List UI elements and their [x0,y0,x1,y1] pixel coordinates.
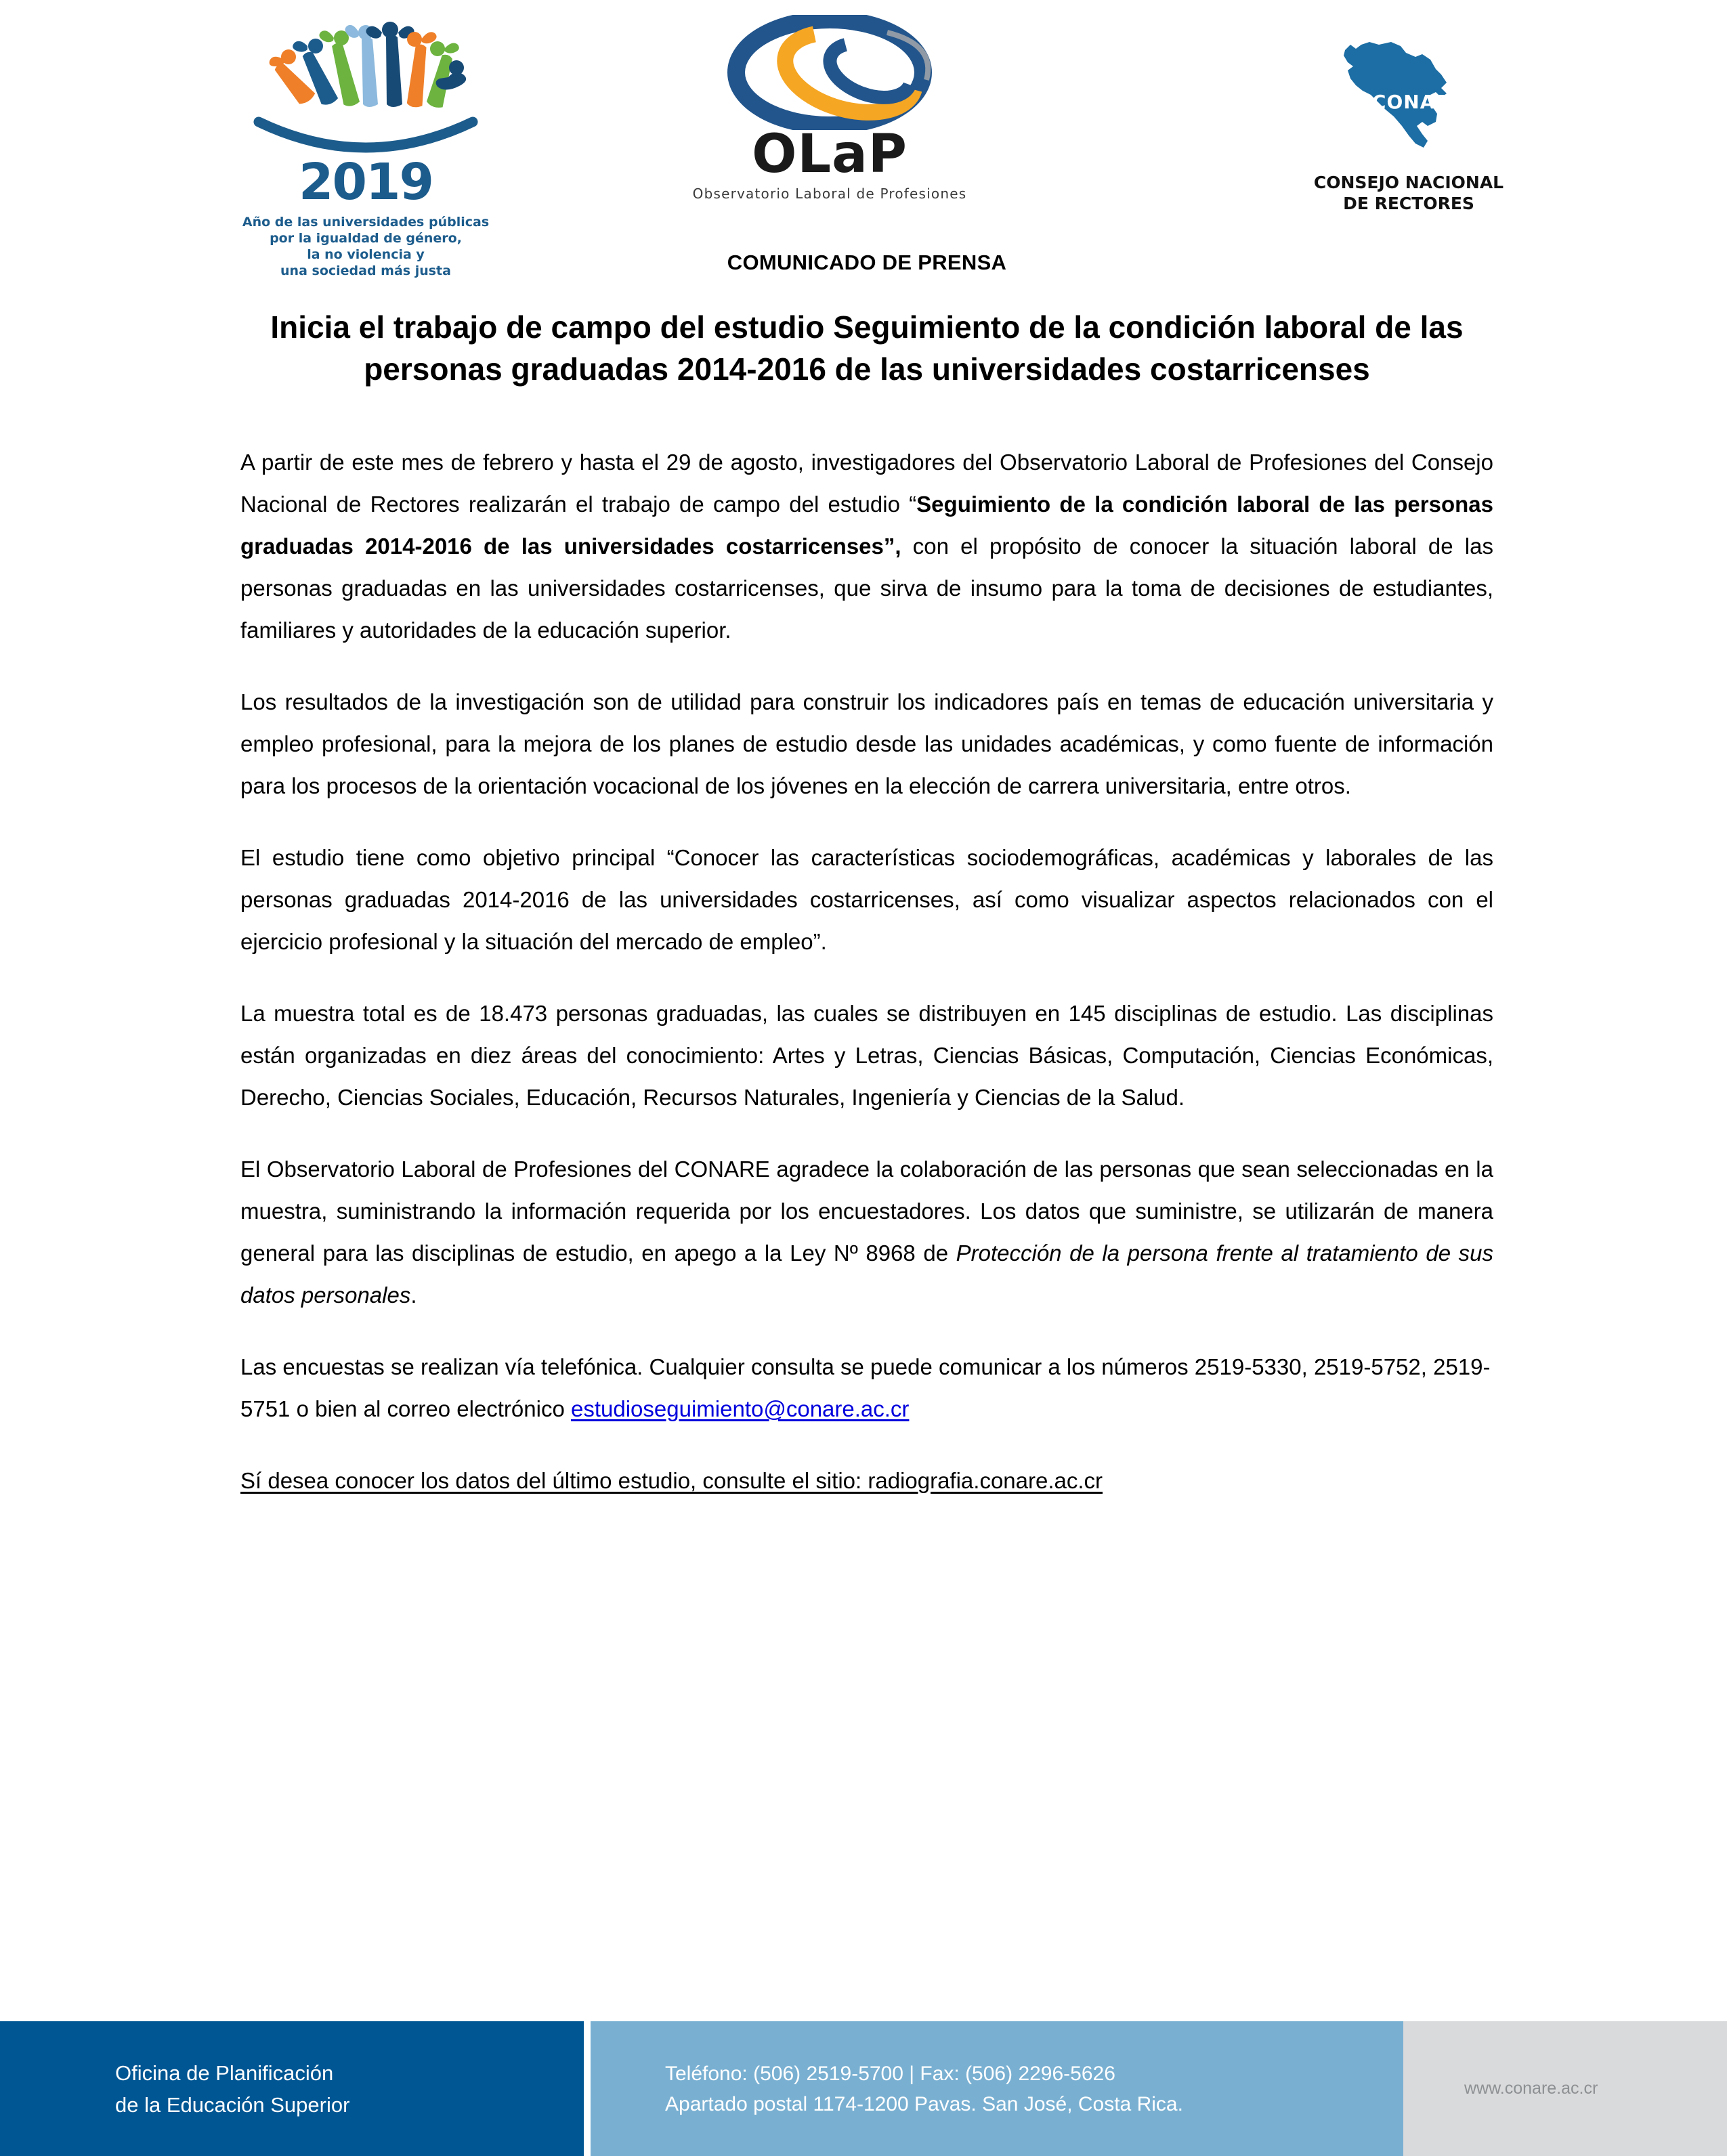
conare-full-name [1287,172,1531,214]
olap-logo [684,15,975,238]
footer-office-line-1: Oficina de Planificación [115,2061,334,2085]
page-title: Inicia el trabajo de campo del estudio Seguimiento de la condición laboral de las personas graduadas 2014-2016 de las universidades costarricenses [270,309,1464,387]
paragraph-5 [240,1148,1493,1316]
paragraph-1-part-2: con el propósito de conocer la situación laboral de las personas graduadas en las universidades costarricenses, que sirva de insumo para la toma de decisiones de estudiantes, familiares y autoridades de la educación superior. [240,534,1493,643]
conare-name-line-1: CONSEJO NACIONAL [1313,173,1504,192]
page-footer [0,2021,1727,2156]
costa-rica-map-icon [1287,15,1531,171]
tagline-line-3: la no violencia y [307,247,425,262]
footer-divider [584,2021,591,2156]
olap-swirl-icon [684,15,975,130]
footer-office-line-2: de la Educación Superior [115,2092,350,2117]
document-body [240,251,1493,1502]
ano-universidades-publicas-2019-logo [223,15,508,278]
website-reference-line: Sí desea conocer los datos del último estudio, consulte el sitio: radiografia.conare.ac.cr [240,1468,1103,1493]
footer-website[interactable]: www.conare.ac.cr [1464,2079,1598,2098]
footer-contact-line-1: Teléfono: (506) 2519-5700 | Fax: (506) 2296-5626 [665,2062,1115,2085]
paragraph-6-part-1: Las encuestas se realizan vía telefónica. Cualquier consulta se puede comunicar a los números 2519-5330, 2519-5752, 2519-5751 o bien al correo electrónico [240,1354,1491,1421]
paragraph-1 [240,441,1493,651]
people-figures-icon [264,15,467,116]
footer-website-panel [1403,2021,1727,2156]
olap-wordmark: OLaP [752,124,908,185]
tagline-line-2: por la igualdad de género, [270,231,462,246]
paragraph-5-part-2: . [410,1282,417,1308]
paragraph-1-part-1: A partir de este mes de febrero y hasta el 29 de agosto, investigadores del Observatorio Laboral de Profesiones del Consejo Nacional de Rectores realizarán el trabajo de campo del estudio “ [240,450,1493,517]
press-release-kicker: COMUNICADO DE PRENSA [727,251,1007,274]
footer-contact-panel [591,2021,1403,2156]
paragraph-2: Los resultados de la investigación son de utilidad para construir los indicadores país en temas de educación universitaria y empleo profesional, para la mejora de los planes de estudio desde las unidades académicas, y como fuente de información para los procesos de la orientación vocacional de los jóvenes en la elección de carrera universitaria, entre otros. [240,689,1493,798]
email-link[interactable]: estudioseguimiento@conare.ac.cr [570,1396,910,1421]
paragraph-1-bold-study-name: Seguimiento de la condición laboral de las personas graduadas 2014-2016 de las universidades costarricenses”, [240,492,1493,559]
conare-name-line-2: DE RECTORES [1343,194,1474,213]
olap-subtitle: Observatorio Laboral de Profesiones [692,186,967,202]
tagline-line-1: Año de las universidades públicas [242,215,490,230]
paragraph-7 [240,1460,1493,1502]
paragraph-3: El estudio tiene como objetivo principal “Conocer las características sociodemográficas, académicas y laborales de las personas graduadas 2014-2016 de las universidades costarricenses, así como visualizar aspectos relacionados con el ejercicio profesional y la situación del mercado de empleo”. [240,845,1493,954]
logo-year: 2019 [299,153,433,211]
paragraph-5-law-title-italic: Protección de la persona frente al tratamiento de sus datos personales [240,1241,1493,1308]
footer-office-panel [0,2021,584,2156]
conare-logo [1287,15,1531,238]
paragraph-4: La muestra total es de 18.473 personas graduadas, las cuales se distribuyen en 145 disciplinas de estudio. Las disciplinas están organizadas en diez áreas del conocimiento: Artes y Letras, Ciencias Básicas, Computación, Ciencias Económicas, Derecho, Ciencias Sociales, Educación, Recursos Naturales, Ingeniería y Ciencias de la Salud. [240,1001,1493,1110]
paragraph-5-part-1: El Observatorio Laboral de Profesiones del CONARE agradece la colaboración de las personas que sean seleccionadas en la muestra, suministrando la información requerida por los encuestadores. Los datos que suministre, se utilizarán de manera general para las disciplinas de estudio, en apego a la Ley Nº 8968 de [240,1157,1493,1266]
footer-contact-line-2: Apartado postal 1174-1200 Pavas. San José, Costa Rica. [665,2092,1183,2115]
paragraph-6 [240,1346,1493,1430]
people-arc-icon [264,15,467,116]
conare-map-label: CONARE [1371,91,1465,113]
tagline-line-4: una sociedad más justa [280,263,451,278]
